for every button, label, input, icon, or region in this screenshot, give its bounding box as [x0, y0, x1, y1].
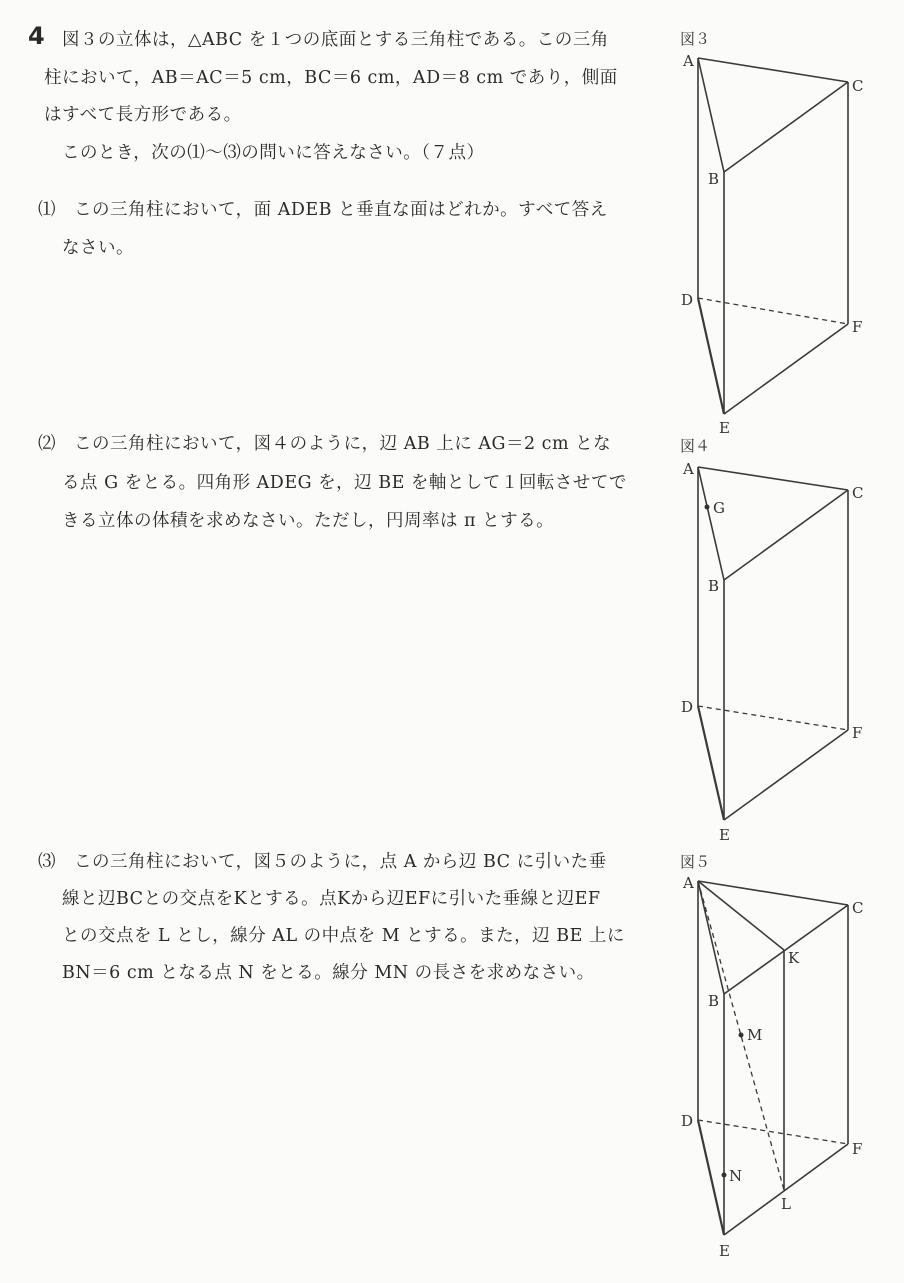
- fig3-label-A: A: [683, 52, 694, 70]
- fig5-label-N: N: [729, 1167, 743, 1185]
- fig5-label-F: F: [852, 1140, 863, 1158]
- sub1-line-2: なさい。: [62, 238, 134, 258]
- sub2-line-3: きる立体の体積を求めなさい。ただし，円周率は π とする。: [62, 511, 555, 531]
- sub3-line-3: との交点を L とし，線分 AL の中点を M とする。また，辺 BE 上に: [62, 926, 625, 946]
- sub3-line-2: 線と辺BCとの交点をKとする。点Kから辺EFに引いた垂線と辺EF: [62, 889, 601, 909]
- fig3-label-D: D: [681, 291, 694, 309]
- fig3-title: 図３: [680, 30, 711, 48]
- intro-line-1: 図３の立体は，△ABC を１つの底面とする三角柱である。この三角: [62, 30, 609, 50]
- fig5-label-K: K: [788, 949, 800, 967]
- intro-line-3: はすべて長方形である。: [44, 105, 242, 125]
- fig4-label-C: C: [852, 484, 864, 502]
- fig4-label-A: A: [683, 460, 694, 478]
- fig4-label-F: F: [852, 724, 863, 742]
- fig3-label-F: F: [852, 318, 863, 336]
- fig5-label-E: E: [719, 1242, 730, 1260]
- fig5-label-L: L: [781, 1195, 791, 1213]
- fig3-label-E: E: [719, 419, 730, 437]
- fig3-label-B: B: [708, 170, 720, 188]
- fig5-point-N: [722, 1173, 727, 1178]
- fig5-label-B: B: [708, 992, 720, 1010]
- fig5-point-M: [739, 1033, 744, 1038]
- sub1-line-1: ⑴ この三角柱において，面 ADEB と垂直な面はどれか。すべて答え: [38, 200, 608, 220]
- intro-line-2: 柱において，AB＝AC＝5 cm，BC＝6 cm，AD＝8 cm であり，側面: [44, 68, 618, 88]
- fig4-label-D: D: [681, 698, 694, 716]
- intro-line-4: このとき，次の⑴～⑶の問いに答えなさい。（７点）: [62, 143, 485, 163]
- fig4-title: 図４: [680, 437, 711, 455]
- fig5-label-D: D: [681, 1112, 694, 1130]
- question-number: 4: [28, 22, 45, 50]
- fig5-label-C: C: [852, 899, 864, 917]
- sub2-line-2: る点 G をとる。四角形 ADEG を，辺 BE を軸として１回転させてで: [62, 473, 627, 493]
- sub2-line-1: ⑵ この三角柱において，図４のように，辺 AB 上に AG＝2 cm とな: [38, 434, 612, 454]
- fig4-label-E: E: [719, 826, 730, 844]
- fig5-title: 図５: [680, 853, 711, 871]
- sub3-line-4: BN＝6 cm となる点 N をとる。線分 MN の長さを求めなさい。: [62, 963, 595, 983]
- fig4-label-G: G: [713, 499, 725, 517]
- sub3-line-1: ⑶ この三角柱において，図５のように，点 A から辺 BC に引いた垂: [38, 852, 607, 872]
- fig5-label-A: A: [683, 874, 694, 892]
- fig4-label-B: B: [708, 577, 720, 595]
- fig3-label-C: C: [852, 77, 864, 95]
- fig5-label-M: M: [747, 1026, 763, 1044]
